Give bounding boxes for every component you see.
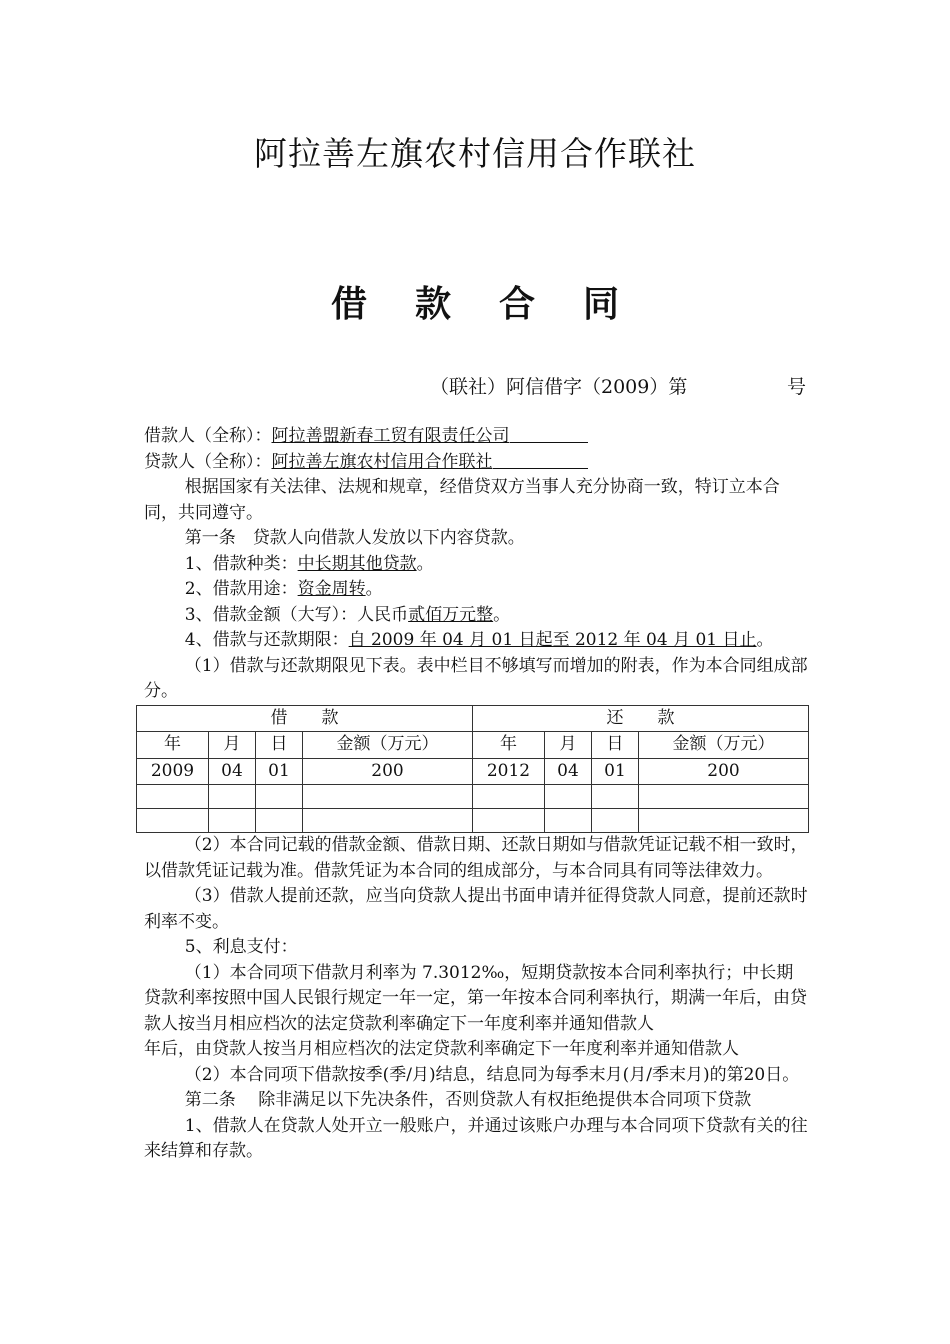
term-note: （1）借款与还款期限见下表。表中栏目不够填写而增加的附表，作为本合同组成部分。 (144, 655, 808, 701)
loan-use-line: 2、借款用途：资金周转。 (184, 579, 383, 599)
lender-line: 贷款人（全称）：阿拉善左旗农村信用合作联社 (144, 450, 808, 476)
loan-term-line: 4、借款与还款期限：自 2009 年 04 月 01 日起至 2012 年 04 月 01 日止。 (184, 630, 774, 650)
clause-3: （3）借款人提前还款，应当向贷款人提出书面申请并征得贷款人同意，提前还款时利率不变。 (144, 886, 808, 932)
loan-schedule-table (136, 705, 809, 834)
preamble: 根据国家有关法律、法规和规章，经借贷双方当事人充分协商一致，特订立本合同，共同遵守。 (144, 477, 780, 523)
interest-heading: 5、利息支付： (184, 937, 298, 957)
fill-line (510, 424, 588, 443)
loan-amount: 贰佰万元整 (408, 604, 494, 625)
clause-2: （2）本合同记载的借款金额、借款日期、还款日期如与借款凭证记载不相一致时，以借款凭证记载为准。借款凭证为本合同的组成部分，与本合同具有同等法律效力。 (144, 835, 808, 881)
table-group-header (137, 705, 809, 732)
loan-amount-line: 3、借款金额（大写）：人民币贰佰万元整。 (184, 604, 511, 625)
borrower-name: 阿拉善盟新春工贸有限责任公司 (271, 426, 510, 446)
org-name: 阿拉善左旗农村信用合作联社 (254, 134, 696, 173)
loan-type-line: 1、借款种类：中长期其他贷款。 (184, 553, 434, 574)
contract-number-suffix: 号 (786, 376, 806, 398)
table-row (137, 809, 809, 833)
interest-clause-1: （1）本合同项下借款月利率为 7.3012‰，短期贷款按本合同利率执行；中长期贷款利率按照中国人民银行规定一年一定，第一年按本合同利率执行，期满一年后，由贷款人按当月相应档次的法定贷款利率确定下一年度利率并通知借款人 (144, 962, 807, 1034)
interest-clause-1-repeat: 年后，由贷款人按当月相应档次的法定贷款利率确定下一年度利率并通知借款人 (144, 1039, 739, 1059)
doc-title-char: 同 (583, 284, 620, 325)
doc-title-char: 合 (499, 284, 536, 325)
contract-number-prefix: （联社）阿信借字（2009）第 (430, 376, 688, 398)
article2-heading: 第二条 除非满足以下先决条件，否则贷款人有权拒绝提供本合同项下贷款 (184, 1090, 752, 1110)
article1-heading: 第一条 贷款人向借款人发放以下内容贷款。 (184, 528, 525, 548)
table-row (137, 785, 809, 809)
table-column-header: 年 月 日 金额（万元） 年 月 日 金额（万元） (137, 732, 809, 759)
article2-item-1: 1、借款人在贷款人处开立一般账户，并通过该账户办理与本合同项下贷款有关的往来结算和存款。 (144, 1115, 808, 1161)
borrower-line: 借款人（全称）：阿拉善盟新春工贸有限责任公司 (144, 424, 808, 450)
loan-term: 自 2009 年 04 月 01 日起至 2012 年 04 月 01 日止 (348, 630, 757, 650)
table-row: 2009 04 01 200 2012 04 01 200 (137, 758, 809, 785)
group-repay: 还 款 (473, 705, 809, 732)
interest-clause-2: （2）本合同项下借款按季(季/月)结息，结息同为每季末月(月/季末月)的第20日。 (184, 1064, 800, 1085)
contract-body (144, 424, 808, 1165)
doc-title-char: 借 (330, 284, 367, 325)
lender-name: 阿拉善左旗农村信用合作联社 (271, 451, 493, 472)
fill-line (493, 450, 588, 469)
doc-title (0, 276, 950, 327)
loan-type: 中长期其他贷款 (297, 553, 417, 574)
doc-title-char: 款 (414, 284, 451, 325)
loan-use: 资金周转 (297, 579, 366, 599)
group-loan: 借 款 (137, 705, 473, 732)
contract-number (430, 372, 806, 399)
